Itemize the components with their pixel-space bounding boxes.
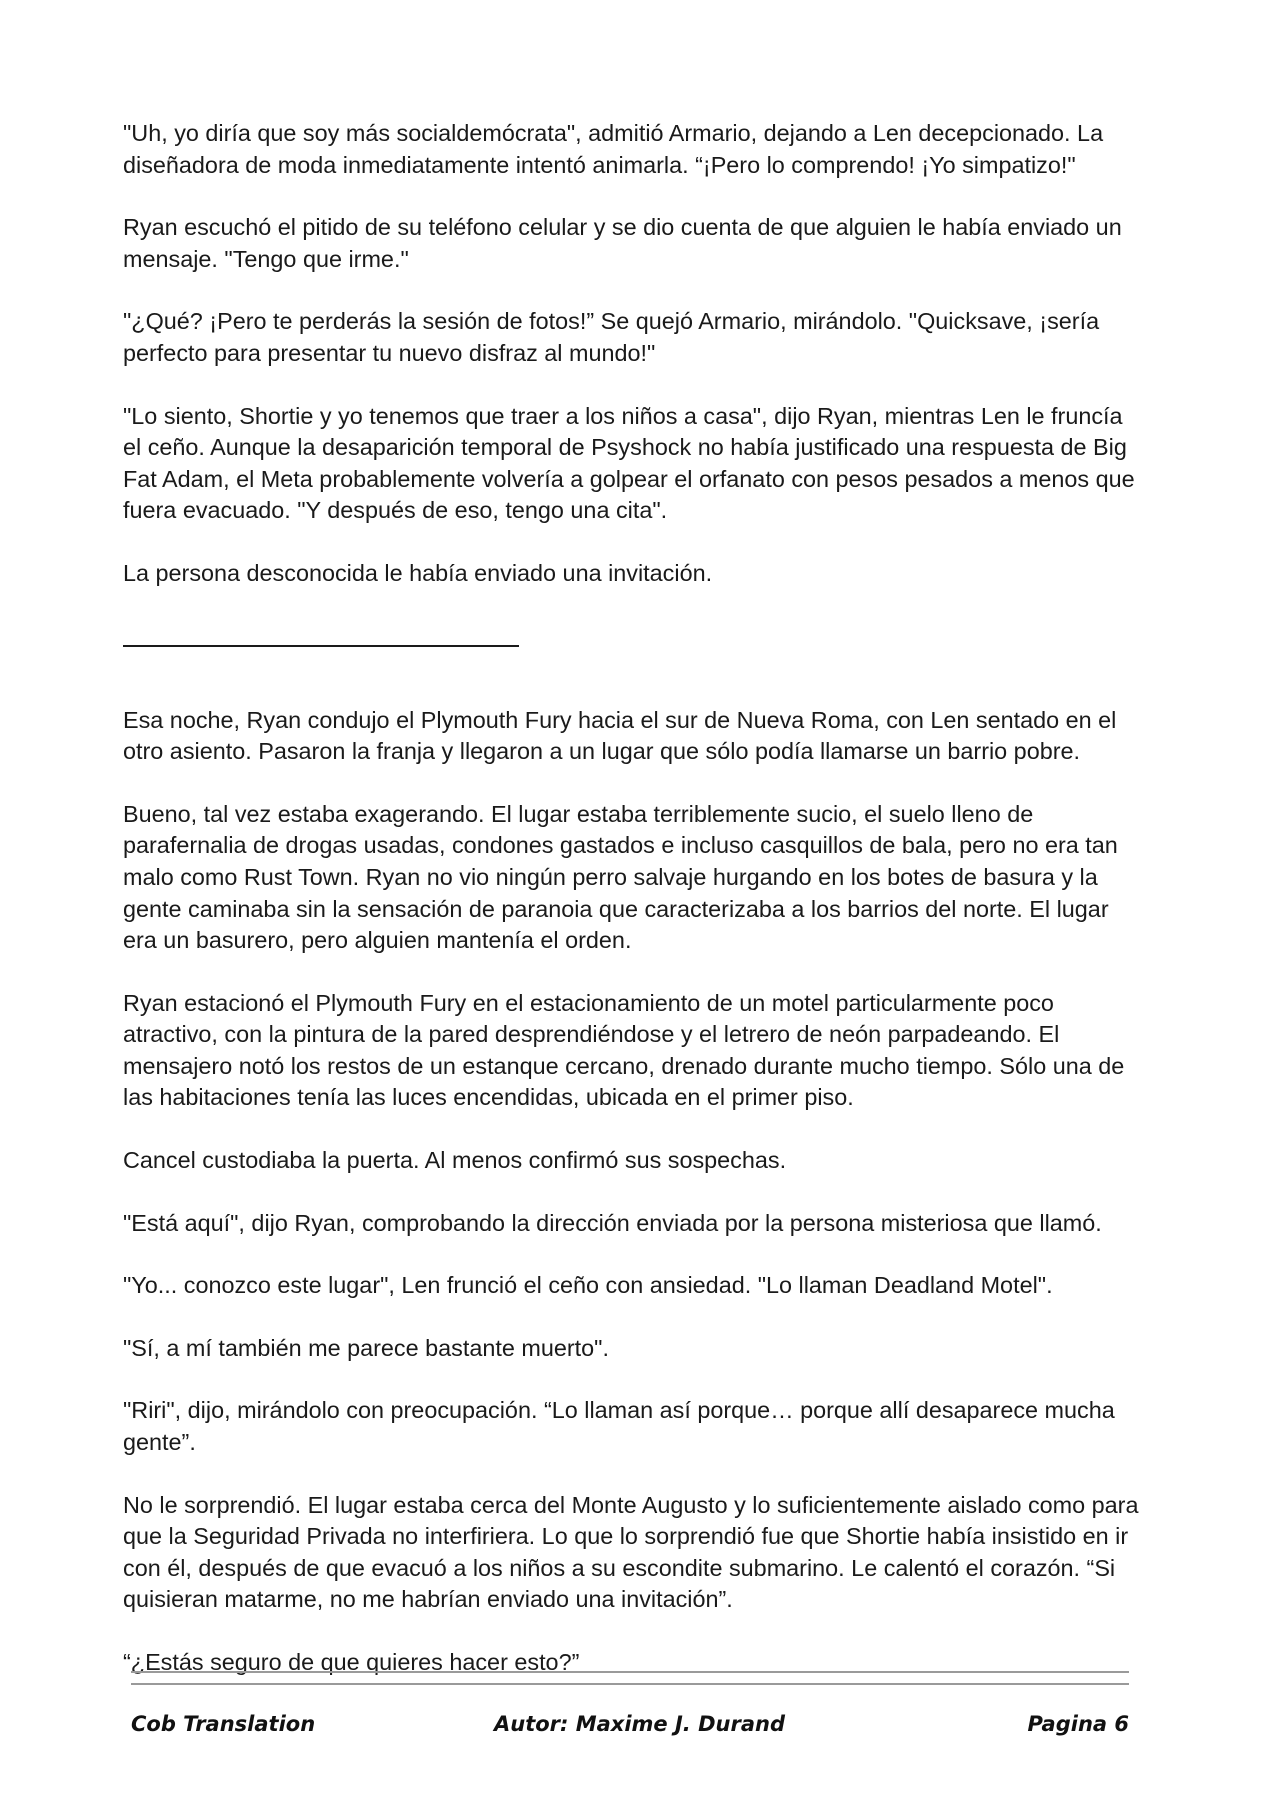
paragraph-13: "Riri", dijo, mirándolo con preocupación. “Lo llaman así porque… porque allí desaparece mucha gente”. — [123, 1397, 1115, 1456]
paragraph-12: "Sí, a mí también me parece bastante muerto". — [123, 1334, 609, 1361]
paragraph-7: Bueno, tal vez estaba exagerando. El lugar estaba terriblemente sucio, el suelo lleno de parafernalia de drogas usadas, condones gastados e incluso casquillos de bala, pero no era tan malo como Rust Town. Ryan no vio ningún perro salvaje hurgando en los botes de basura y la gente caminaba sin la sensación de paranoia que caracterizaba a los barrios del norte. El lugar era un basurero, pero alguien mantenía el orden. — [123, 800, 1118, 954]
footer-rule-bottom — [131, 1683, 1129, 1685]
footer-divider — [131, 1671, 1129, 1685]
page-footer — [131, 1712, 1129, 1744]
document-body — [123, 118, 1143, 1679]
paragraph-10: "Está aquí", dijo Ryan, comprobando la dirección enviada por la persona misteriosa que llamó. — [123, 1209, 1102, 1236]
paragraph-8: Ryan estacionó el Plymouth Fury en el estacionamiento de un motel particularmente poco atractivo, con la pintura de la pared desprendiéndose y el letrero de neón parpadeando. El mensajero notó los restos de un estanque cercano, drenado durante mucho tiempo. Sólo una de las habitaciones tenía las luces encendidas, ubicada en el primer piso. — [123, 989, 1125, 1111]
paragraph-9: Cancel custodiaba la puerta. Al menos confirmó sus sospechas. — [123, 1147, 787, 1174]
paragraph-5: La persona desconocida le había enviado una invitación. — [123, 559, 713, 586]
scene-separator-line — [123, 645, 519, 647]
footer-page-number: Pagina 6 — [1027, 1712, 1129, 1736]
paragraph-14: No le sorprendió. El lugar estaba cerca del Monte Augusto y lo suficientemente aislado como para que la Seguridad Privada no interfiriera. Lo que lo sorprendió fue que Shortie había insistido en ir con él, después de que evacuó a los niños a su escondite submarino. Le calentó el corazón. “Si quisieran matarme, no me habrían enviado una invitación”. — [123, 1491, 1139, 1613]
paragraph-6: Esa noche, Ryan condujo el Plymouth Fury hacia el sur de Nueva Roma, con Len sentado en el otro asiento. Pasaron la franja y llegaron a un lugar que sólo podía llamarse un barrio pobre. — [123, 706, 1117, 765]
paragraph-1: "Uh, yo diría que soy más socialdemócrata", admitió Armario, dejando a Len decepcionado. La diseñadora de moda inmediatamente intentó animarla. “¡Pero lo comprendo! ¡Yo simpatizo!" — [123, 120, 1104, 178]
paragraph-3: "¿Qué? ¡Pero te perderás la sesión de fotos!” Se quejó Armario, mirándolo. "Quicksave, ¡sería perfecto para presentar tu nuevo disfraz al mundo!" — [123, 308, 1100, 366]
paragraph-2: Ryan escuchó el pitido de su teléfono celular y se dio cuenta de que alguien le había enviado un mensaje. "Tengo que irme." — [123, 214, 1122, 272]
footer-translator: Cob Translation — [131, 1712, 316, 1736]
paragraph-4: "Lo siento, Shortie y yo tenemos que traer a los niños a casa", dijo Ryan, mientras Len le fruncía el ceño. Aunque la desaparición temporal de Psyshock no había justificado una respuesta de Big Fat Adam, el Meta probablemente volvería a golpear el orfanato con pesos pesados a menos que fuera evacuado. "Y después de eso, tengo una cita". — [123, 402, 1135, 524]
paragraph-15: “¿Estás seguro de que quieres hacer esto?” — [123, 1649, 580, 1675]
footer-author: Autor: Maxime J. Durand — [494, 1712, 785, 1736]
footer-rule-top — [131, 1671, 1129, 1673]
paragraph-11: "Yo... conozco este lugar", Len frunció el ceño con ansiedad. "Lo llaman Deadland Motel". — [123, 1272, 1053, 1299]
